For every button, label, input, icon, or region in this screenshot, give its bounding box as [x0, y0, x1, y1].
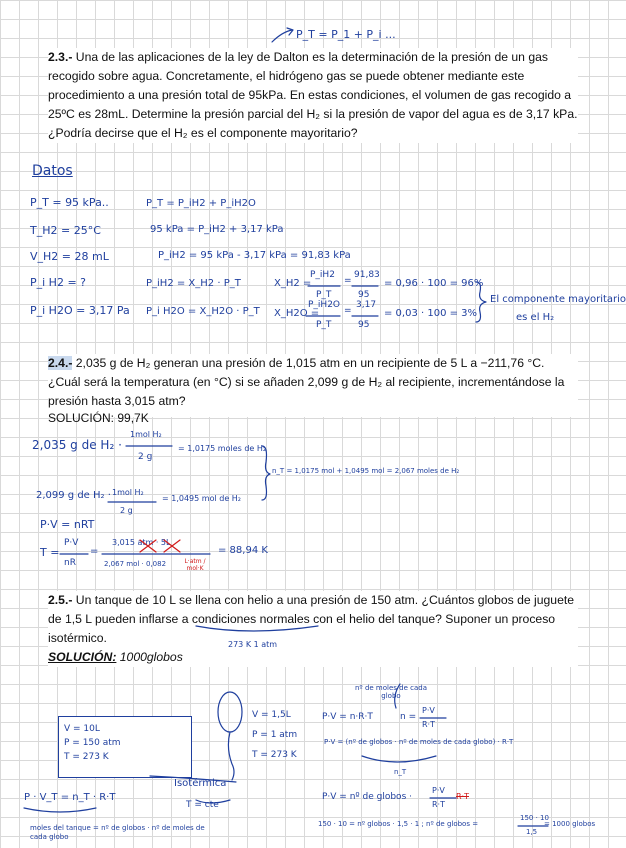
final-equation: 150 · 10 = nº globos · 1,5 · 1 ; nº de globos = — [318, 820, 479, 828]
problem-text-2: con el helio del tanque? Suponer un proceso isotérmico. — [48, 612, 556, 645]
balloon-p: P = 1 atm — [252, 730, 298, 740]
xh2-label: X_H2 = — [274, 278, 312, 289]
pv-globes: P·V = nº de globos · — [322, 792, 412, 802]
brace-2-4 — [262, 446, 270, 500]
value-num: 3,015 atm · 5L — [112, 538, 171, 547]
eq-result: P_iH2 = 95 kPa - 3,17 kPa = 91,83 kPa — [158, 250, 351, 261]
isothermal-label: Isotérmica — [174, 778, 227, 789]
data-pih2o: P_i H2O = 3,17 Pa — [30, 304, 130, 317]
note-arrow — [395, 684, 400, 708]
data-th2: T_H2 = 25°C — [30, 224, 101, 237]
frac1-den: P_T — [316, 290, 332, 300]
pv-nrt: P·V = n·R·T — [322, 712, 373, 722]
pv-full: P·V = (nº de globos · nº de moles de cada globo) · R·T — [324, 738, 514, 746]
frac4-den: 95 — [358, 320, 370, 330]
mass2-den: 2 g — [120, 506, 133, 515]
solution-cut: SOLUCIÓN: 99,7K — [48, 411, 149, 425]
cancel-atm — [140, 540, 156, 552]
nt-underline — [24, 808, 96, 812]
problem-number: 2.3.- — [48, 50, 73, 64]
final-den: 1,5 — [526, 828, 538, 836]
tcte-underline — [196, 800, 230, 803]
final-num: 150 · 10 — [520, 814, 549, 822]
res-h2o: = 0,03 · 100 = 3% — [384, 308, 478, 319]
iso-arrow — [150, 776, 236, 782]
frac1-num: P_iH2 — [310, 270, 335, 280]
data-pt: P_T = 95 kPa.. — [30, 196, 109, 209]
top-note: P_T = P_1 + P_i ... — [296, 28, 396, 41]
balloon-shape — [218, 692, 242, 732]
tank-t: T = 273 K — [64, 752, 109, 762]
final-result: = 1000 globos — [544, 820, 596, 828]
mass1-num: 1mol H₂ — [130, 430, 162, 439]
pv-globes-num: P·V — [432, 786, 445, 795]
problem-number: 2.4.- — [48, 356, 73, 370]
n-num: P·V — [422, 706, 435, 715]
top-arrow — [272, 30, 292, 42]
balloon-t: T = 273 K — [252, 750, 297, 760]
eq-sign: = — [90, 546, 99, 557]
eq-sign: = — [344, 306, 352, 316]
tank-p: P = 150 atm — [64, 738, 121, 748]
normal-conditions-note: 273 K 1 atm — [228, 640, 278, 649]
mass2: 2,099 g de H₂ · — [36, 490, 111, 501]
balloon-v: V = 1,5L — [252, 710, 291, 720]
brace-2-3 — [476, 282, 486, 322]
t-result: = 88,94 K — [218, 545, 268, 556]
problem-text-1: Un tanque de 10 L se llena con helio a una presión de 150 atm. ¿Cuántos globos de juguete de 1,5 L pueden inflarse a — [48, 593, 575, 626]
conclusion-1: El componente mayoritario — [490, 294, 626, 305]
problem-text: Una de las aplicaciones de la ley de Dalton es la determinación de la presión de un gas recogido sobre agua. Concretamente, el hidrógeno gas se puede obtener mediante este procedimiento a una presión total de 95kPa. En estas condiciones, el volumen de gas recogido a 25ºC es 28mL. Determine la presión parcial del H₂ si la presión de vapor del agua es de 3,17 kPa. ¿Podría decirse que el H₂ es el componente mayoritario? — [48, 50, 578, 140]
eq-sign: = — [344, 276, 352, 286]
solution: SOLUCIÓN: 1000globos — [48, 650, 183, 664]
moles-tank-note: moles del tanque = nº de globos · nº de moles de cada globo — [30, 824, 205, 841]
pv-globes-den: R·T — [432, 800, 445, 809]
eq-dalton: P_T = P_iH2 + P_iH2O — [146, 198, 256, 209]
cn-brace — [196, 626, 318, 631]
units-cancel: L·atm / mol·K — [184, 558, 206, 572]
t-den: nR — [64, 558, 76, 568]
mass1-den: 2 g — [138, 452, 153, 462]
moles-sum: n_T = 1,0175 mol + 1,0495 mol = 2,067 moles de H₂ — [272, 467, 460, 475]
problem-number: 2.5.- — [48, 593, 73, 607]
t-label: T = — [40, 546, 60, 559]
rt-cancelled: R·T — [456, 792, 469, 801]
frac4-num: 3,17 — [356, 300, 377, 310]
eq-substitute: 95 kPa = P_iH2 + 3,17 kPa — [150, 224, 284, 235]
frac2-den: 95 — [358, 290, 370, 300]
nt-brace — [362, 756, 436, 762]
frac2-num: 91,83 — [354, 270, 380, 280]
nt-label: n_T — [394, 768, 407, 776]
note-moles-per-balloon: nº de moles de cada globo — [354, 684, 427, 700]
t-num: P·V — [64, 538, 79, 548]
eq-xh2: P_iH2 = X_H2 · P_T — [146, 278, 241, 289]
mass1-result: = 1,0175 moles de H₂ — [178, 444, 267, 453]
n-label: n = — [400, 712, 417, 722]
frac3-den: P_T — [316, 320, 332, 330]
ideal-gas-law: P·V = nRT — [40, 518, 95, 531]
data-vh2: V_H2 = 28 mL — [30, 250, 109, 263]
n-den: R·T — [422, 720, 435, 729]
pv-total: P · V_T = n_T · R·T — [24, 792, 116, 803]
res-h2: = 0,96 · 100 = 96% — [384, 278, 484, 289]
mass1: 2,035 g de H₂ · — [32, 438, 122, 452]
value-den: 2,067 mol · 0,082 — [104, 560, 167, 568]
xh2o-label: X_H2O = — [274, 308, 320, 319]
eq-xh2o: P_i H2O = X_H2O · P_T — [146, 306, 260, 317]
conclusion-2: es el H₂ — [516, 312, 555, 323]
cancel-l — [164, 540, 180, 552]
t-constant: T = cte — [186, 800, 219, 810]
balloon-string — [228, 732, 234, 780]
problem-text: 2,035 g de H₂ generan una presión de 1,015 atm en un recipiente de 5 L a −211,76 °C. ¿Cuál será la temperatura (en °C) si se añaden 2,099 g de H₂ al recipiente, incrementándose la presión hasta 3,015 atm? — [48, 356, 565, 408]
normal-conditions: condiciones normales — [191, 612, 310, 626]
tank-v: V = 10L — [64, 724, 100, 734]
datos-heading: Datos — [32, 163, 73, 179]
mass2-num: 1mol H₂ — [112, 488, 144, 497]
mass2-result: = 1,0495 mol de H₂ — [162, 494, 241, 503]
data-pih2: P_i H2 = ? — [30, 276, 87, 289]
frac3-num: P_iH2O — [308, 300, 341, 310]
